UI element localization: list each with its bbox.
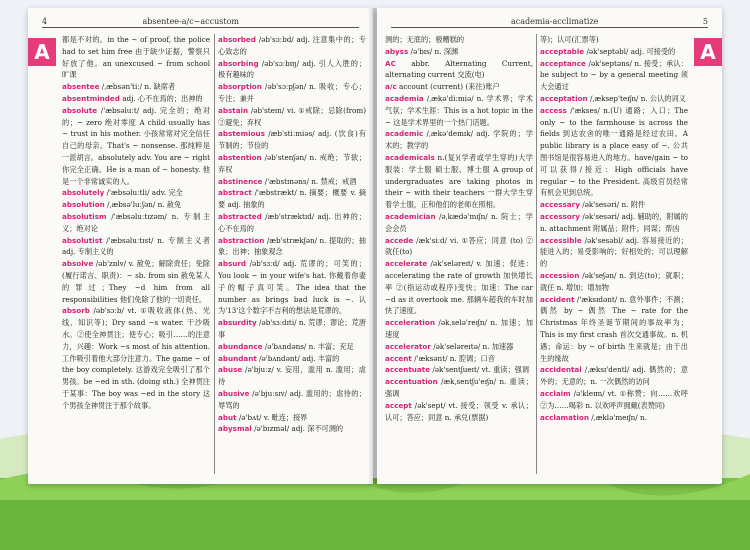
dictionary-entry xyxy=(62,34,210,81)
entry-definition: /əb'sɔːbɪŋ/ adj. 引人入胜的；极有趣味的 xyxy=(218,58,366,80)
left-header-range: absentee-a/c~accustom xyxy=(142,17,239,26)
entry-headword: absorb xyxy=(62,306,90,316)
entry-headword: absorption xyxy=(218,82,262,92)
left-page-number: 4 xyxy=(42,17,48,26)
entry-definition: /ˌæksɪ'dentl/ adj. 偶然的；意外的；无意的；n. 一次偶然的访问 xyxy=(540,365,688,387)
dictionary-entry xyxy=(540,235,688,270)
dictionary-entry xyxy=(218,81,366,105)
dictionary-entry xyxy=(385,58,533,82)
dictionary-entry xyxy=(385,258,533,317)
entry-definition: /əb'sɜːdɪti/ n. 荒谬；谬论；荒唐事 xyxy=(218,318,366,339)
dictionary-entry xyxy=(218,258,366,317)
entry-definition: /ˌæbsə'luːʃən/ n. 赦免 xyxy=(107,200,182,210)
entry-headword: accentuation xyxy=(385,377,438,387)
entry-definition: /'æksənt/ n. 腔调；口音 xyxy=(414,353,495,363)
entry-definition: /ə'bɪs/ n. 深渊 xyxy=(410,46,459,56)
entry-headword: accelerator xyxy=(385,341,431,351)
entry-definition: /əb'sɔːbd/ adj. 注意集中的；专心致志的 xyxy=(218,35,366,56)
dictionary-entry xyxy=(62,305,210,411)
entry-headword: acceptance xyxy=(540,58,586,68)
dictionary-entry xyxy=(218,58,366,82)
entry-definition: /ækˌsentʃu'eɪʃn/ n. 重读；强调 xyxy=(385,377,533,398)
entry-headword: abstinence xyxy=(218,176,263,186)
dictionary-entry xyxy=(218,176,366,188)
entry-headword: absolution xyxy=(62,200,105,210)
entry-definition: /'æbstrækt/ n. 摘要；概要 v. 摘要 adj. 抽象的 xyxy=(218,188,366,210)
entry-headword: abstain xyxy=(218,105,249,115)
dictionary-entry xyxy=(62,187,210,199)
entry-definition: /'æbsəluːt/ adj. 完全的；绝对的；~ zero 绝对零度 A child usually has ~ trust in his mother. 小孩常常对完全信任自己的母亲。That's ~ nonsense. 那纯粹是一派胡言。absolutely adv. You are ~ right 你完全正确。He is a man of ~ honesty. 他是一个非常诚实的人。 xyxy=(62,105,210,186)
dictionary-entry xyxy=(385,376,533,400)
entry-definition: 都是不对的。in the ~ of proof, the police had to set him free 由于缺少证据，警察只好放了他。an unexcused ~ from school 旷课 xyxy=(62,35,210,80)
entry-headword: abyss xyxy=(385,46,409,56)
entry-definition: /ə'kleɪm/ vt. ①称赞；向……欢呼 ②为……喝彩 n. 以欢呼声拥戴(表赞同) xyxy=(540,388,688,410)
entry-definition: /əb'stenʃən/ n. 戒绝；节欲；弃权 xyxy=(218,152,366,174)
dictionary-entry xyxy=(62,258,210,305)
entry-headword: accent xyxy=(385,353,412,363)
right-page-number: 5 xyxy=(702,17,708,26)
dictionary-entry xyxy=(218,341,366,353)
entry-headword: abstract xyxy=(218,188,252,198)
entry-headword: a/c xyxy=(385,82,397,92)
entry-definition: /'æbsəluːtɪzəm/ n. 专制主义；绝对论 xyxy=(62,211,210,233)
entry-definition: /ˌæbsən'tiː/ n. 缺席者 xyxy=(101,82,176,92)
entry-headword: academia xyxy=(385,93,424,103)
entry-headword: abstemious xyxy=(218,129,265,139)
entry-definition: /ək'sentʃueɪt/ vt. 重读；强调 xyxy=(432,365,530,375)
dictionary-entry xyxy=(218,187,366,211)
entry-definition: /əˌkædə'mɪʃn/ n. 院士；学会会员 xyxy=(385,211,533,233)
dictionary-entry xyxy=(540,93,688,105)
entry-definition: /ˌækə'demɪk/ adj. 学院的；学术的；教学的 xyxy=(385,129,533,151)
entry-definition: /ək'sesəri/ adj. 辅助的，附属的 n. attachment 附属品；附件；同谋；帮凶 xyxy=(540,211,688,233)
dictionary-entry xyxy=(385,364,533,376)
dictionary-entry xyxy=(218,235,366,259)
entry-definition: /ˌæksep'teɪʃn/ n. 公认的词义 xyxy=(589,93,686,103)
entry-headword: accessible xyxy=(540,235,582,245)
entry-definition: /æb'stiːmiəs/ adj. (饮食)有节制的；节俭的 xyxy=(218,129,366,151)
entry-headword: abut xyxy=(218,412,237,422)
entry-definition: /əkˌselə'reɪʃn/ n. 加速；加速度 xyxy=(385,318,533,339)
entry-headword: acclaim xyxy=(540,388,571,398)
entry-definition: /ə'bʌndənt/ adj. 丰富的 xyxy=(259,353,340,363)
dictionary-entry xyxy=(385,34,533,46)
entry-definition: /'æksɪdənt/ n. 意外事件；不测；偶然 by ~ 偶然 The ~ rate for the Christmas 年终圣诞节期间的事故率为；This is my first crash 首次交通事故。n. 机遇；命运：by ~ of birth 生来就是；由于出生的缘故 xyxy=(540,294,688,363)
entry-headword: absolute xyxy=(62,105,98,115)
entry-headword: absorbed xyxy=(218,35,256,44)
entry-headword: abundance xyxy=(218,341,263,351)
entry-headword: acceptable xyxy=(540,46,585,56)
entry-headword: accessory xyxy=(540,211,580,221)
dictionary-entry xyxy=(385,400,533,424)
right-letter-tab: A xyxy=(694,38,722,66)
entry-definition: /'æbsəluːtli/ adv. 完全 xyxy=(106,188,183,198)
left-column-2 xyxy=(218,34,366,474)
entry-definition: /ək'septəbl/ adj. 可接受的 xyxy=(586,46,676,56)
entry-definition: /'æbstɪnəns/ n. 禁戒；戒酒 xyxy=(264,176,357,186)
right-column-2 xyxy=(540,34,688,474)
entry-definition: /æb'stræktɪd/ adj. 出神的；心不在焉的 xyxy=(218,211,366,233)
entry-headword: academician xyxy=(385,211,436,221)
dictionary-entry xyxy=(385,235,533,259)
entry-definition: 等)；认可(汇票等) xyxy=(540,35,599,44)
dictionary-entry xyxy=(385,128,533,152)
dictionary-entry xyxy=(218,34,366,58)
dictionary-entry xyxy=(218,317,366,341)
entry-headword: academic xyxy=(385,129,424,139)
dictionary-entry xyxy=(540,58,688,93)
dictionary-entry xyxy=(385,46,533,58)
entry-headword: accelerate xyxy=(385,259,428,269)
left-page-header xyxy=(42,16,359,28)
dictionary-entry xyxy=(218,353,366,365)
dictionary-entry xyxy=(385,317,533,341)
entry-headword: abstracted xyxy=(218,211,262,221)
entry-headword: absolve xyxy=(62,259,94,269)
entry-definition: abbr. Alternating Current, alternating current 交流(电) xyxy=(385,58,533,80)
entry-definition: /ə'bɪzməl/ adj. 深不可测的 xyxy=(254,424,344,434)
dictionary-entry xyxy=(540,199,688,211)
entry-headword: absentminded xyxy=(62,93,120,103)
entry-definition: /æk'siːd/ vi. ①答应；同意 (to) ②就任(to) xyxy=(385,235,533,257)
entry-definition: 测的；无底的；极糟糕的 xyxy=(385,35,465,44)
entry-headword: absolutely xyxy=(62,188,105,198)
dictionary-entry xyxy=(540,211,688,235)
dictionary-entry xyxy=(62,199,210,211)
dictionary-entry xyxy=(62,235,210,259)
entry-definition: /əb'sɜːd/ adj. 荒谬的；可笑的；You look ~ in your wife's hat. 你戴着你妻子的帽子真可笑。The idea that the number as brings bad luck is ~. 认为'13'这个数字不吉利的想法是荒谬的。 xyxy=(218,259,366,316)
dictionary-entry xyxy=(385,341,533,353)
dictionary-entry xyxy=(385,152,533,211)
entry-definition: /ək'seʃən/ n. 到达(to)；就职；就任 n. 增加；增加物 xyxy=(540,270,688,292)
dictionary-entry xyxy=(385,353,533,365)
entry-headword: abuse xyxy=(218,365,243,375)
entry-definition: /ə'bʌndəns/ n. 丰富；充足 xyxy=(264,341,354,351)
entry-headword: abysmal xyxy=(218,424,252,434)
dictionary-entry xyxy=(218,211,366,235)
dictionary-entry xyxy=(540,294,688,365)
dictionary-entry xyxy=(62,105,210,188)
entry-headword: absolutism xyxy=(62,211,107,221)
entry-definition: /æb'strækʃən/ n. 提取的；抽象；出神；抽象观念 xyxy=(218,235,366,257)
entry-headword: accept xyxy=(385,400,412,410)
entry-headword: acceleration xyxy=(385,318,435,328)
right-page-header xyxy=(391,16,708,28)
entry-definition: /ək'sept/ vt. 接受；领受 v. 承认；认可；答应；同意 n. 承兑(票据) xyxy=(385,400,533,422)
entry-headword: accentuate xyxy=(385,365,431,375)
dictionary-entry xyxy=(540,105,688,199)
entry-definition: /əb'sɔːpʃən/ n. 吸收；专心；专注；兼并 xyxy=(218,82,366,103)
dictionary-entry xyxy=(218,423,366,435)
entry-headword: access xyxy=(540,105,567,115)
entry-definition: /ək'seləreɪt/ v. 加速；促进：accelerating the rate of growth 加快增长率 ②(指运动或程序)变快；加速：The car ~d as it overtook me. 那辆车超我的车时加快了速度。 xyxy=(385,259,533,316)
entry-headword: acceptation xyxy=(540,93,588,103)
dictionary-entry xyxy=(540,46,688,58)
entry-definition: /ək'sesəbl/ adj. 容易接近的；能进入的；易受影响的；好相处的；可以理解的 xyxy=(540,235,688,269)
entry-headword: accede xyxy=(385,235,414,245)
dictionary-entry xyxy=(540,270,688,294)
left-page xyxy=(28,8,373,484)
dictionary-entry xyxy=(218,105,366,129)
dictionary-entry xyxy=(385,211,533,235)
entry-headword: abstraction xyxy=(218,235,265,245)
dictionary-entry xyxy=(540,364,688,388)
entry-headword: accident xyxy=(540,294,575,304)
left-letter-tab: A xyxy=(28,38,56,66)
entry-definition: n.(复)(学者或学生穿的)大学服装：学士服 硕士服、博士服 A group of undergraduates are taking photos in their ~ with their teachers 一群大学生穿着学士服，正和他们的老师在照相。 xyxy=(385,152,533,210)
entry-headword: accidental xyxy=(540,365,582,375)
entry-headword: absurd xyxy=(218,259,247,269)
entry-headword: abusive xyxy=(218,388,250,398)
right-header-range: academia-acclimatize xyxy=(511,17,599,26)
dictionary-entry xyxy=(62,93,210,105)
dictionary-entry xyxy=(218,364,366,388)
right-column-1 xyxy=(385,34,533,474)
right-column-divider xyxy=(536,34,537,474)
entry-headword: accessary xyxy=(540,200,580,210)
entry-headword: absentee xyxy=(62,82,100,92)
entry-definition: /əb'zɒlv/ v. 赦免；解除责任；免除(履行诺言、职责)：~ sb. from sin 赦免某人的罪过；They ~d him from all responsibilities 他们免除了他的一切责任。 xyxy=(62,259,210,304)
dictionary-entry xyxy=(218,388,366,412)
entry-headword: absolutist xyxy=(62,235,103,245)
dictionary-entry xyxy=(218,128,366,152)
open-dictionary-book xyxy=(28,8,722,484)
entry-definition: /ək'seləreɪtə/ n. 加速器 xyxy=(433,341,514,351)
dictionary-entry xyxy=(218,412,366,424)
entry-definition: /'ækses/ n.(U) 通路；入口；The only ~ to the farmhouse is across the fields 到达农舍的唯一通路是经过农田。A public library is a place easy of ~. 公共图书馆是很容易进入的地方。have/gain ~ to 可以获得/接近：High officials have regular ~ to the President. 高级官员经常有机会见到总统。 xyxy=(540,105,688,198)
entry-definition: /əb'sɔːb/ vt. ①吸收液体(热、光线、知识等)；Dry sand ~s water. 干沙吸水。②使全神贯注；使专心；吸引……的注意力，兴趣：Work ~s most of his attention. 工作吸引着他大部分注意力。The game ~ of the boy completely. 这游戏完全吸引了那个男孩。be ~ed in sth. (doing sth.) 全神贯注于某事：The boy was ~ed in the story 这个男孩全神贯注于那个故事。 xyxy=(62,306,210,410)
entry-headword: abundant xyxy=(218,353,257,363)
entry-definition: account (current) (来往)账户 xyxy=(399,82,500,92)
entry-definition: adj. 心不在焉的；出神的 xyxy=(122,93,203,103)
entry-headword: abstention xyxy=(218,152,262,162)
entry-headword: acclamation xyxy=(540,412,589,422)
entry-definition: /əb'steɪn/ vi. ①戒除；忌除(from) ②避免；弃权 xyxy=(218,105,366,127)
dictionary-entry xyxy=(385,93,533,128)
dictionary-entry xyxy=(62,211,210,235)
entry-headword: accession xyxy=(540,270,580,280)
entry-headword: AC xyxy=(385,58,396,68)
dictionary-entry xyxy=(540,388,688,412)
entry-definition: /ək'septəns/ n. 接受；承认：be subject to ~ by a general meeting 须大会通过 xyxy=(540,58,688,92)
entry-headword: academicals xyxy=(385,152,435,162)
dictionary-entry xyxy=(540,34,688,46)
entry-headword: absurdity xyxy=(218,318,257,328)
dictionary-entry xyxy=(62,81,210,93)
entry-headword: absorbing xyxy=(218,58,259,68)
dictionary-entry xyxy=(540,412,688,424)
right-page xyxy=(377,8,722,484)
dictionary-entry xyxy=(385,81,533,93)
entry-definition: /ək'sesəri/ n. 附件 xyxy=(582,200,646,210)
entry-definition: /ə'bjuːsɪv/ adj. 滥用的；虐待的；辱骂的 xyxy=(218,388,366,410)
left-column-1 xyxy=(62,34,210,474)
entry-definition: /ə'bʌt/ v. 毗连；接界 xyxy=(238,412,308,422)
dictionary-entry xyxy=(218,152,366,176)
entry-definition: /'æbsəluːtɪst/ n. 专制主义者 adj. 专制主义的 xyxy=(62,235,210,257)
entry-definition: /ˌækə'diːmiə/ n. 学术界；学术气氛；学术生涯：This is a hot topic in the ~ 这是学术界里的一个热门话题。 xyxy=(385,93,533,127)
entry-definition: /ə'bjuːz/ v. 妄用，滥用 n. 滥用；虐待 xyxy=(218,365,366,387)
left-column-divider xyxy=(214,34,215,474)
entry-definition: /ˌæklə'meɪʃn/ n. xyxy=(591,412,647,422)
